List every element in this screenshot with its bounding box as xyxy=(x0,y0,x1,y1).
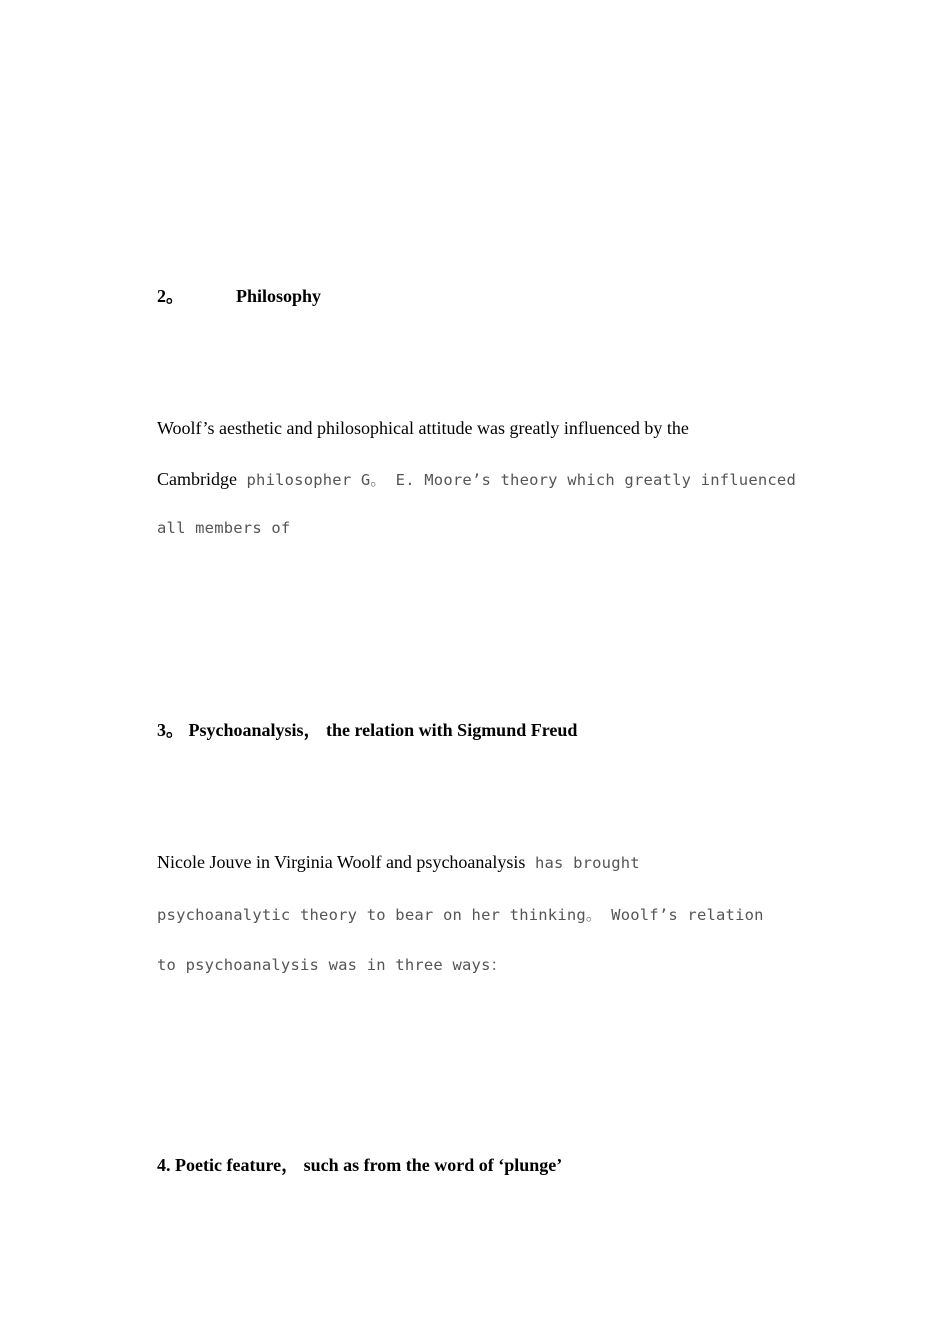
section-4-heading: 4. Poetic feature， such as from the word of ‘plunge’ xyxy=(157,1155,563,1175)
section-3-paragraph-line-2: psychoanalytic theory to bear on her thinking。 Woolf’s relation xyxy=(157,906,764,924)
section-2-paragraph-line-3: all members of xyxy=(157,519,291,537)
section-3-paragraph-line-3: to psychoanalysis was in three ways： xyxy=(157,956,507,974)
section-3-paragraph-line-1 xyxy=(157,852,640,873)
section-3-line-1-serif: Nicole Jouve in Virginia Woolf and psychoanalysis xyxy=(157,852,526,872)
section-2-line-2-serif: Cambridge xyxy=(157,469,237,489)
section-3-line-1-mono: has brought xyxy=(525,854,640,872)
section-2-title: Philosophy xyxy=(236,286,322,306)
section-2-line-2-mono: philosopher G。 E. Moore’s theory which greatly influenced xyxy=(236,471,796,489)
section-2-heading xyxy=(157,282,321,308)
section-2-number: 2。 xyxy=(157,286,184,306)
section-2-paragraph-line-2 xyxy=(157,468,796,490)
section-2-paragraph-line-1: Woolf’s aesthetic and philosophical attitude was greatly influenced by the xyxy=(157,418,689,438)
section-3-heading: 3。 Psychoanalysis， the relation with Sigmund Freud xyxy=(157,720,578,740)
